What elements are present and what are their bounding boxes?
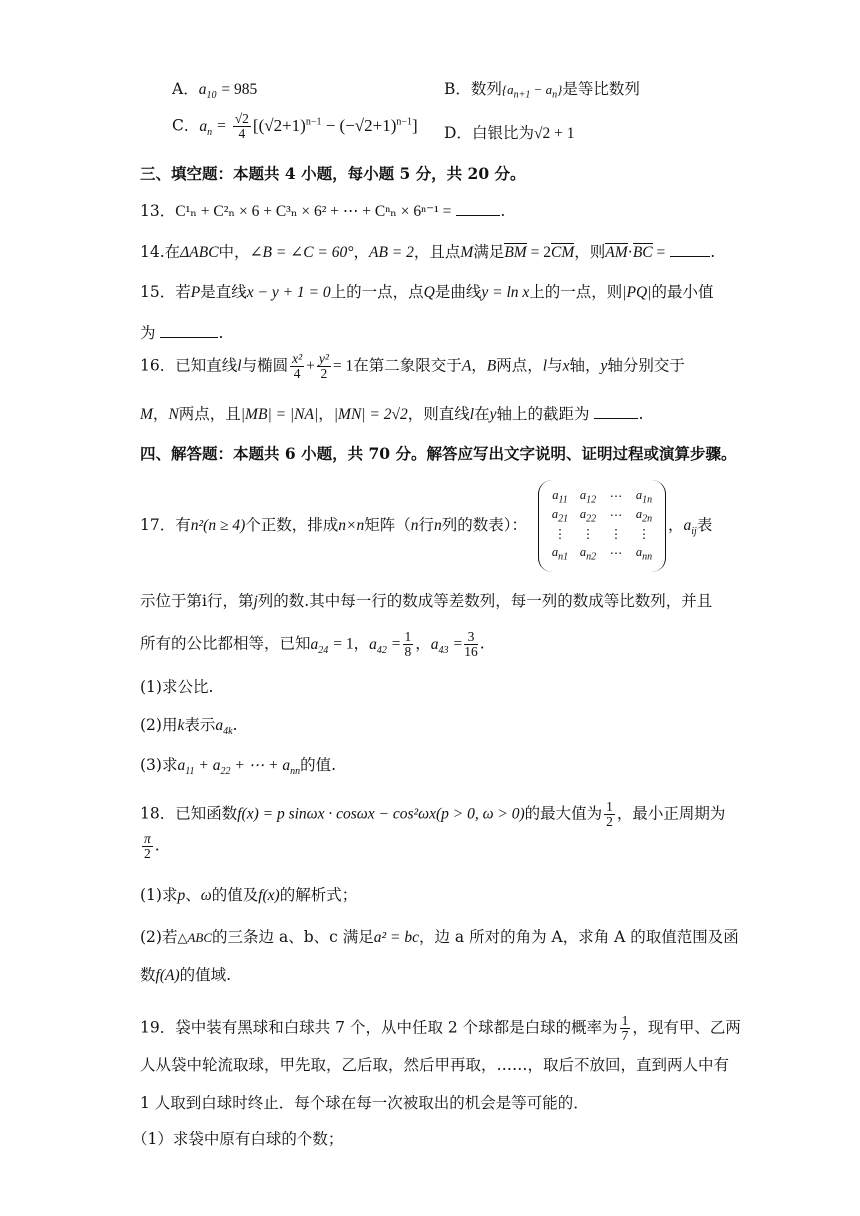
- text: (2)用: [140, 716, 178, 734]
- question-18-period: [140, 832, 160, 861]
- text: 轴，: [569, 356, 601, 375]
- option-a: [172, 80, 258, 102]
- matrix-grid: [546, 486, 658, 562]
- punct: .: [154, 836, 160, 855]
- text: 为: [140, 324, 156, 342]
- text: ，边 a 所对的角为 A，求角 A 的取值范围及函: [418, 928, 739, 946]
- fraction: $\frac{1}{8}$: [404, 629, 412, 660]
- text: 已知直线: [175, 356, 238, 375]
- question-number: 18．: [140, 804, 176, 823]
- text: 矩阵（: [364, 516, 411, 534]
- math-var: A: [461, 357, 472, 375]
- math-expr: = 985: [221, 81, 258, 98]
- math-var: y: [489, 406, 497, 423]
- question-number: 14.: [140, 243, 165, 261]
- question-17-part2: [140, 716, 238, 738]
- question-19-line3: 1 人取到白球时终止．每个球在每一次被取出的机会是等可能的．: [140, 1094, 589, 1112]
- matrix-cell: ⋮: [609, 526, 623, 541]
- question-18-part2: [140, 928, 739, 947]
- option-text: 数列: [470, 80, 502, 98]
- text: 的三条边 a、b、c 满足: [212, 928, 374, 946]
- math-expr: n×n: [338, 517, 365, 534]
- text: 袋中装有黑球和白球共 7 个，从中任取 2 个球都是白球的概率为: [175, 1018, 618, 1037]
- vector: BC: [632, 244, 653, 261]
- text: (3)求: [140, 756, 178, 774]
- option-text: 白银比为: [471, 124, 534, 142]
- math-expr: =: [652, 244, 666, 261]
- math-var: x: [562, 357, 570, 375]
- text: ，则: [574, 243, 606, 261]
- math-var: P: [190, 284, 201, 301]
- question-18: [140, 800, 725, 829]
- text: 的值域.: [179, 966, 232, 984]
- math-expr: AB = 2: [368, 244, 414, 261]
- text: 两点，: [496, 356, 543, 375]
- math-var: n: [434, 517, 442, 534]
- math-expr: |MN| = 2√2: [333, 406, 408, 423]
- text: ，: [152, 405, 169, 423]
- option-c: [172, 112, 418, 141]
- fraction: $\frac{3}{16}$: [464, 629, 478, 660]
- math-expr: n²: [190, 517, 204, 534]
- vector: AM: [605, 244, 628, 261]
- text: 有: [175, 516, 191, 534]
- text: 的解析式；: [279, 886, 358, 904]
- fraction: $\frac{1}{2}$: [606, 799, 613, 830]
- matrix-cell: $a_{21}$: [551, 507, 569, 525]
- text: 、: [185, 886, 201, 904]
- math-var: Q: [423, 284, 435, 301]
- question-18-part2-cont: [140, 966, 231, 985]
- math-expr: ∠B = ∠C = 60°: [249, 244, 354, 261]
- text: ，现有甲、乙两: [632, 1018, 741, 1037]
- matrix-cell: $a_{n1}$: [551, 545, 569, 563]
- math-expr: (n ≥ 4): [203, 517, 246, 534]
- math-expr: $a_{10}$: [198, 81, 217, 102]
- question-number: 13．: [140, 202, 176, 220]
- matrix: [538, 480, 666, 572]
- math-expr: $a_n$: [199, 117, 213, 138]
- question-17-tail: [668, 516, 713, 538]
- text: 是直线: [200, 283, 247, 301]
- matrix-cell: ⋮: [637, 526, 651, 541]
- question-15-cont: [140, 324, 223, 343]
- math-var: y: [600, 357, 608, 375]
- math-expr: √2 + 1: [533, 125, 575, 142]
- math-var: l: [237, 357, 242, 375]
- question-number: 19．: [140, 1018, 176, 1037]
- punct: .: [500, 202, 506, 220]
- question-19-part1: （1）求袋中原有白球的个数；: [132, 1130, 344, 1148]
- text: 表: [696, 516, 713, 534]
- fraction: $\frac{√2}{4}$: [234, 111, 249, 142]
- answer-blank[interactable]: [670, 255, 710, 257]
- question-16: [140, 352, 685, 381]
- question-16-cont: [140, 405, 643, 424]
- text: ，: [668, 516, 684, 534]
- section-heading: 三、填空题：本题共 4 小题，每小题 5 分，共 20 分。: [140, 164, 526, 183]
- punct: .: [218, 324, 224, 342]
- text: 列的数.其中每一行的数成等差数列，每一列的数成等比数列，并且: [257, 592, 713, 610]
- fraction: $\frac{1}{7}$: [621, 1013, 629, 1044]
- math-expr: = 1: [333, 635, 354, 653]
- question-19-line2: 人从袋中轮流取球，甲先取，乙后取，然后甲再取，……，取后不放回，直到两人中有: [140, 1056, 730, 1074]
- question-number: 15．: [140, 283, 176, 301]
- option-label: D．: [444, 124, 472, 142]
- text: ，: [471, 356, 487, 375]
- math-var: B: [486, 357, 497, 375]
- math-expr: =: [217, 117, 226, 135]
- answer-blank[interactable]: [160, 336, 218, 338]
- math-expr: f(x) = p sinωx · cosωx − cos²ωx(p > 0, ω > 0): [237, 805, 525, 823]
- math-expr: $a_{ij}$: [683, 517, 697, 538]
- answer-blank[interactable]: [456, 214, 500, 216]
- text: 的值及: [211, 886, 259, 904]
- math-expr: |PQ|: [622, 284, 652, 301]
- math-var: l: [542, 357, 548, 375]
- fraction: $\frac{\pi}{2}$: [144, 831, 151, 862]
- question-17: [140, 516, 527, 535]
- math-var: p: [177, 887, 186, 904]
- math-var: N: [168, 406, 179, 423]
- question-17-line2: [140, 592, 712, 611]
- vector: BM: [504, 244, 527, 261]
- math-expr: ·: [627, 244, 633, 261]
- math-var: M: [140, 406, 153, 423]
- text: 与椭圆: [241, 356, 289, 375]
- question-19: [140, 1014, 741, 1043]
- matrix-cell: $a_{2n}$: [635, 507, 653, 525]
- math-var: M: [460, 244, 474, 261]
- text: 满足: [473, 243, 505, 261]
- punct: .: [710, 243, 716, 261]
- matrix-cell: $a_{nn}$: [635, 545, 653, 563]
- text: 与: [547, 356, 563, 375]
- option-label: C．: [172, 116, 200, 135]
- math-expr: C¹ₙ + C²ₙ × 6 + C³ₙ × 6² + ⋯ + Cⁿₙ × 6ⁿ⁻¹ =: [175, 203, 452, 220]
- text: 上的一点，则: [529, 283, 623, 301]
- fraction: $\frac{\text{x²}}{4}$: [292, 351, 303, 382]
- fraction: $\frac{\text{y²}}{2}$: [318, 351, 329, 382]
- text: ，: [353, 243, 369, 261]
- matrix-cell: ⋯: [609, 488, 623, 503]
- math-var: n: [410, 517, 419, 534]
- math-var: k: [177, 717, 185, 734]
- text: 表示: [184, 716, 216, 734]
- section-heading: 四、解答题：本题共 6 小题，共 70 分。解答应写出文字说明、证明过程或演算步骤。: [140, 444, 737, 463]
- math-expr: |MB| = |NA|: [240, 406, 319, 423]
- matrix-cell: $a_{12}$: [579, 488, 597, 506]
- matrix-cell: $a_{1n}$: [635, 488, 653, 506]
- matrix-cell: $a_{11}$: [552, 488, 568, 506]
- text: (2)若: [140, 928, 178, 946]
- question-number: 16．: [140, 356, 176, 375]
- math-expr: $a_{11} + a_{22}$ + ⋯ + $a_{nn}$: [177, 757, 301, 778]
- question-13: [140, 202, 505, 221]
- math-expr: =: [391, 635, 401, 653]
- text: ，: [353, 634, 370, 653]
- text: 个正数，排成: [245, 516, 339, 534]
- text: 行: [418, 516, 435, 534]
- text: 是曲线: [434, 283, 482, 301]
- math-expr: f(A): [155, 967, 180, 984]
- text: 在: [474, 405, 490, 423]
- text: ，: [318, 405, 334, 423]
- text: ，则直线: [407, 405, 470, 423]
- math-expr: +: [306, 357, 315, 375]
- matrix-cell: ⋯: [609, 507, 623, 522]
- text: 在第二象限交于: [353, 356, 462, 375]
- math-var: ω: [200, 887, 212, 904]
- text: ，: [415, 634, 431, 653]
- option-label: B．: [444, 80, 471, 98]
- text: 两点，且: [178, 405, 241, 423]
- matrix-cell: $a_{22}$: [579, 507, 597, 525]
- text: 中，: [218, 243, 250, 261]
- question-17-part1: (1)求公比.: [140, 678, 214, 696]
- option-label: A．: [172, 80, 199, 98]
- text: 的值.: [300, 756, 337, 774]
- text: 若: [175, 283, 191, 301]
- math-expr: $a_{4k}$: [215, 717, 233, 738]
- math-var: j: [253, 593, 258, 610]
- option-b: [444, 80, 640, 99]
- text: ，最小正周期为: [616, 804, 726, 823]
- math-var: l: [469, 406, 475, 423]
- math-expr: =: [453, 635, 463, 653]
- question-number: 17．: [140, 516, 176, 534]
- matrix-cell: ⋯: [609, 545, 623, 560]
- math-expr: $\{a_{n+1} - a_n\}$: [501, 82, 563, 101]
- text: 的最小值: [651, 283, 714, 301]
- question-17-line3: [140, 630, 485, 659]
- text: 列的数表）：: [441, 516, 528, 534]
- math-expr: $a_{43}$: [430, 635, 449, 656]
- matrix-cell: ⋮: [553, 526, 567, 541]
- math-expr: $[(√2+1)^{n-1} - (-√2+1)^{n-1}]$: [252, 115, 418, 135]
- text: 所有的公比都相等，已知: [140, 634, 311, 653]
- question-15: [140, 283, 713, 302]
- math-expr: = 1: [332, 357, 354, 375]
- math-expr: $a_{24}$: [310, 635, 329, 656]
- math-expr: a² = bc: [373, 929, 419, 946]
- text: 示位于第i行，第: [140, 592, 254, 610]
- answer-blank[interactable]: [594, 417, 638, 419]
- math-expr: f(x): [258, 887, 280, 904]
- punct: .: [232, 716, 238, 734]
- math-expr: x − y + 1 = 0: [246, 284, 331, 301]
- punct: .: [638, 405, 644, 423]
- option-text: 是等比数列: [562, 80, 640, 98]
- text: 数: [140, 966, 156, 984]
- text: (1)求: [140, 886, 178, 904]
- math-expr: ΔABC: [180, 244, 219, 261]
- text: 轴分别交于: [607, 356, 685, 375]
- text: 已知函数: [175, 804, 238, 823]
- question-17-part3: [140, 756, 337, 778]
- matrix-cell: ⋮: [581, 526, 595, 541]
- text: ，且点: [413, 243, 461, 261]
- question-18-part1: [140, 886, 357, 905]
- math-expr: $a_{42}$: [369, 635, 387, 656]
- text: 的最大值为: [524, 804, 603, 823]
- question-14: [140, 243, 715, 262]
- option-d: [444, 124, 574, 143]
- text: 上的一点，点: [330, 283, 424, 301]
- math-expr: = 2: [526, 244, 551, 261]
- text: 轴上的截距为: [496, 405, 590, 423]
- punct: .: [479, 634, 485, 653]
- matrix-cell: $a_{n2}$: [579, 545, 597, 563]
- math-expr: y = ln x: [481, 284, 530, 301]
- text: 在: [164, 243, 181, 261]
- vector: CM: [550, 244, 575, 261]
- math-expr: △ABC: [177, 930, 213, 945]
